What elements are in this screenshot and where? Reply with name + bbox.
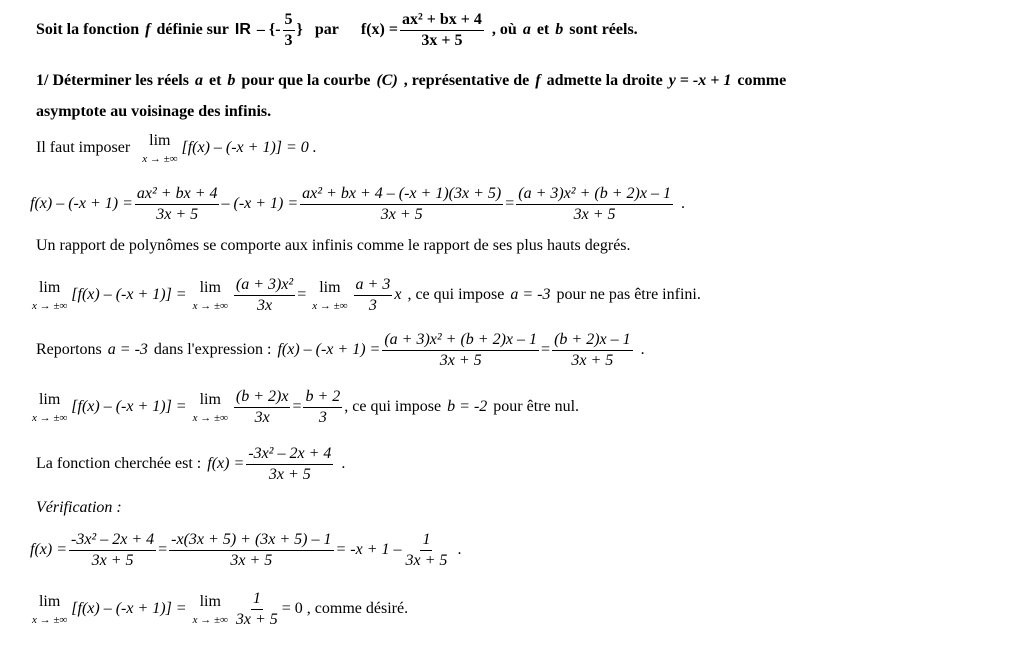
limit-operator: lim x → ±∞ <box>142 131 178 165</box>
step-9: lim x → ±∞ [f(x) – (-x + 1)] = lim x → ±∞ $\frac{1}{3x + 5}$ = 0 , comme désiré. <box>32 589 409 628</box>
intro-line <box>36 2 638 58</box>
intro-text: Soit la fonction <box>36 21 140 38</box>
step-1: Il faut imposer lim x → ±∞ [f(x) – (-x + 1)] = 0 . <box>36 131 317 165</box>
intro-a: a <box>522 21 531 38</box>
intro-text: sont réels. <box>569 21 638 38</box>
step-4: lim x → ±∞ [f(x) – (-x + 1)] = lim x → ±∞ $\frac{\text{(a + 3)x²}}{3x}$ = lim x → ±∞ $\frac{a + 3}{3}$ x , ce qui impose a = -3 pour ne pas être infini. <box>32 275 701 314</box>
step-5: Reportons a = -3 dans l'expression : f(x) – (-x + 1) = $\frac{\text{(a + 3)x² + (b + 2)x – 1}}{3x + 5}$ = $\frac{(b + 2)x - 1}{3x + 5}$ . <box>36 330 645 369</box>
intro-text: – {- <box>256 21 281 38</box>
step-7: La fonction cherchée est : f(x) = $\frac{\text{-3x² – 2x + 4}}{3x + 5}$ . <box>36 444 346 483</box>
intro-text: , où <box>491 21 517 38</box>
intro-b: b <box>555 21 564 38</box>
intro-excluded-fraction: $\frac{5}{3}$ <box>284 10 293 49</box>
step-3: Un rapport de polynômes se comporte aux infinis comme le rapport de ses plus hauts degrés. <box>36 237 631 254</box>
intro-text: par <box>314 21 339 38</box>
real-set-symbol: IR <box>234 21 251 38</box>
intro-f: f <box>145 21 151 38</box>
intro-fx: f(x) = <box>360 21 398 38</box>
step-6: lim x → ±∞ [f(x) – (-x + 1)] = lim x → ±∞ $\frac{(b + 2)x}{3x}$ = $\frac{b + 2}{3}$ , ce qui impose b = -2 pour être nul. <box>32 387 580 426</box>
intro-text: } <box>296 21 303 38</box>
step-8: f(x) = $\frac{\text{-3x² – 2x + 4}}{3x + 5}$ = $\frac{-x(3x + 5) + (3x + 5) - 1}{3x + 5}$ = -x + 1 – $\frac{1}{3x + 5}$ . <box>30 530 462 569</box>
intro-f-fraction: $\frac{\text{ax² + bx + 4}}{3x + 5}$ <box>401 10 482 49</box>
verification-label: Vérification : <box>36 499 122 516</box>
intro-text: définie sur <box>156 21 229 38</box>
question-line-2: asymptote au voisinage des infinis. <box>36 103 272 120</box>
question-line-1: 1/ Déterminer les réels a et b pour que la courbe (C) , représentative de f admette la droite y = -x + 1 comme <box>36 72 787 89</box>
intro-text: et <box>536 21 550 38</box>
step-2: f(x) – (-x + 1) = $\frac{\text{ax² + bx + 4}}{3x + 5}$ – (-x + 1) = $\frac{\text{ax² + bx + 4 – (-x + 1)(3x + 5)}}{3x + 5}$ = $\frac{\text{(a + 3)x² + (b + 2)x – 1}}{3x + 5}$ . <box>30 184 685 223</box>
